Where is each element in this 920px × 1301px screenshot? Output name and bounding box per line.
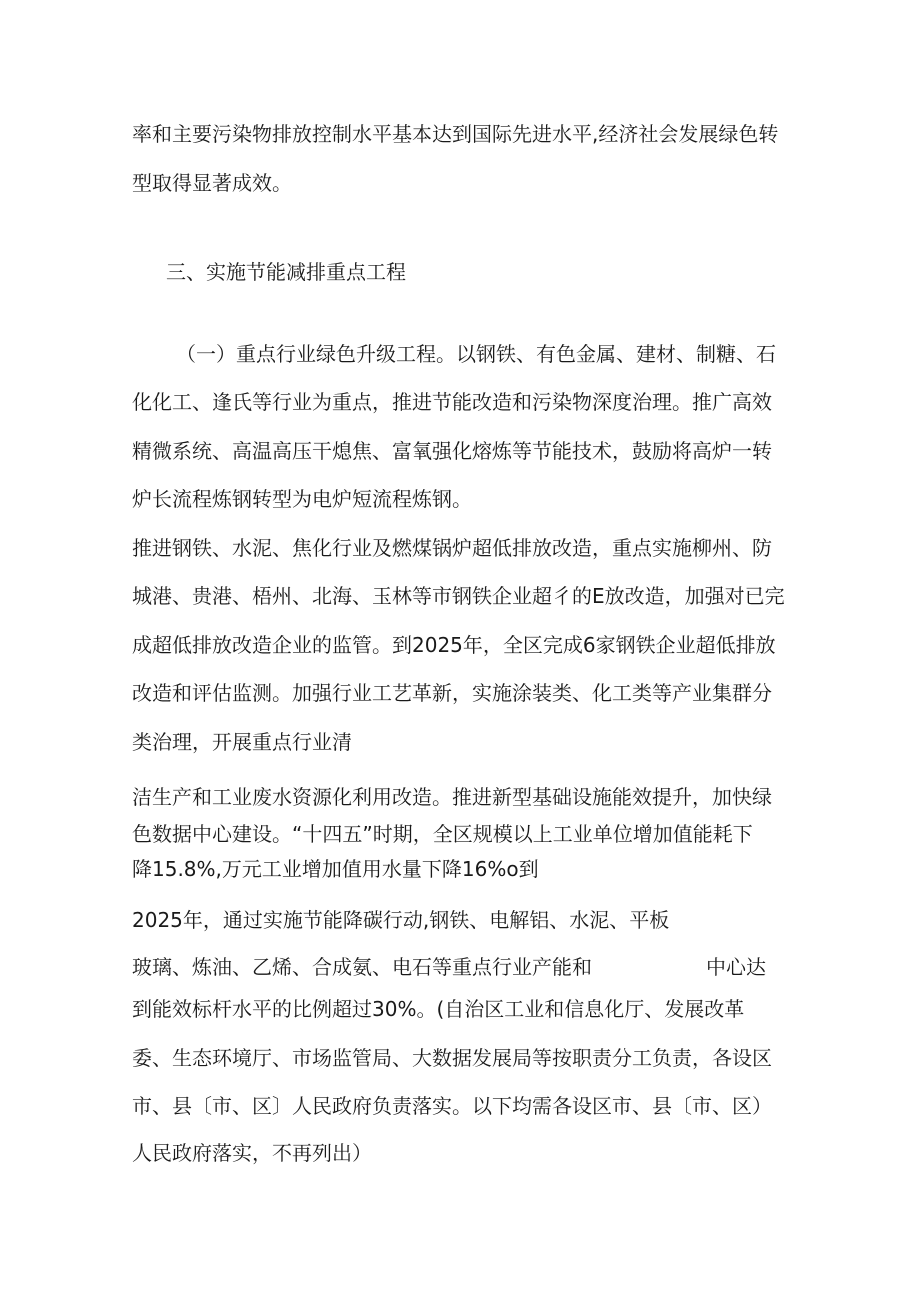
paragraph2-line-1: 推进钢铁、水泥、焦化行业及燃煤锅炉超低排放改造，重点实施柳州、防 — [132, 536, 772, 560]
paragraph3-line-1: 洁生产和工业废水资源化利用改造。推进新型基础设施能效提升，加快绿 — [132, 785, 772, 809]
paragraph1-line-4: 炉长流程炼钢转型为电炉短流程炼钢。 — [132, 487, 472, 511]
paragraph2-line-3: 成超低排放改造企业的监管。到2025年，全区完成6家钢铁企业超低排放 — [132, 633, 776, 657]
paragraph4-line-2-left: 玻璃、炼油、乙烯、合成氨、电石等重点行业产能和 — [132, 955, 592, 979]
paragraph3-line-2: 色数据中心建设。“十四五”时期，全区规模以上工业单位增加值能耗下 — [132, 822, 753, 846]
paragraph4-line-1: 2025年，通过实施节能降碳行动,钢铁、电解铝、水泥、平板 — [132, 908, 670, 932]
paragraph2-line-4: 改造和评估监测。加强行业工艺革新，实施涂装类、化工类等产业集群分 — [132, 681, 772, 705]
paragraph4-line-6: 人民政府落实，不再列出） — [132, 1141, 372, 1165]
paragraph4-line-4: 委、生态环境厅、市场监管局、大数据发展局等按职责分工负责，各设区 — [132, 1046, 772, 1070]
paragraph2-line-5: 类治理，开展重点行业清 — [132, 730, 352, 754]
intro-line-2: 型取得显著成效。 — [132, 171, 292, 195]
paragraph4-line-5: 市、县〔市、区〕人民政府负责落实。以下均需各设区市、县〔市、区） — [132, 1094, 772, 1118]
paragraph4-line-2-right: 中心达 — [706, 955, 766, 979]
paragraph1-line-3: 精微系统、高温高压干熄焦、富氧强化熔炼等节能技术，鼓励将高炉一转 — [132, 439, 772, 463]
section-heading: 三、实施节能减排重点工程 — [166, 260, 406, 284]
paragraph4-line-3: 到能效标杆水平的比例超过30%。(自治区工业和信息化厅、发展改革 — [132, 997, 745, 1021]
paragraph1-line-1: （一）重点行业绿色升级工程。以钢铁、有色金属、建材、制糖、石 — [176, 342, 776, 366]
paragraph2-line-2: 城港、贵港、梧州、北海、玉林等市钢铁企业超彳的E放改造，加强对已完 — [132, 584, 785, 608]
paragraph1-line-2: 化化工、逢氏等行业为重点，推进节能改造和污染物深度治理。推广高效 — [132, 390, 772, 414]
paragraph3-line-3: 降15.8%,万元工业增加值用水量下降16%o到 — [132, 857, 539, 881]
intro-line-1: 率和主要污染物排放控制水平基本达到国际先进水平,经济社会发展绿色转 — [132, 122, 779, 146]
